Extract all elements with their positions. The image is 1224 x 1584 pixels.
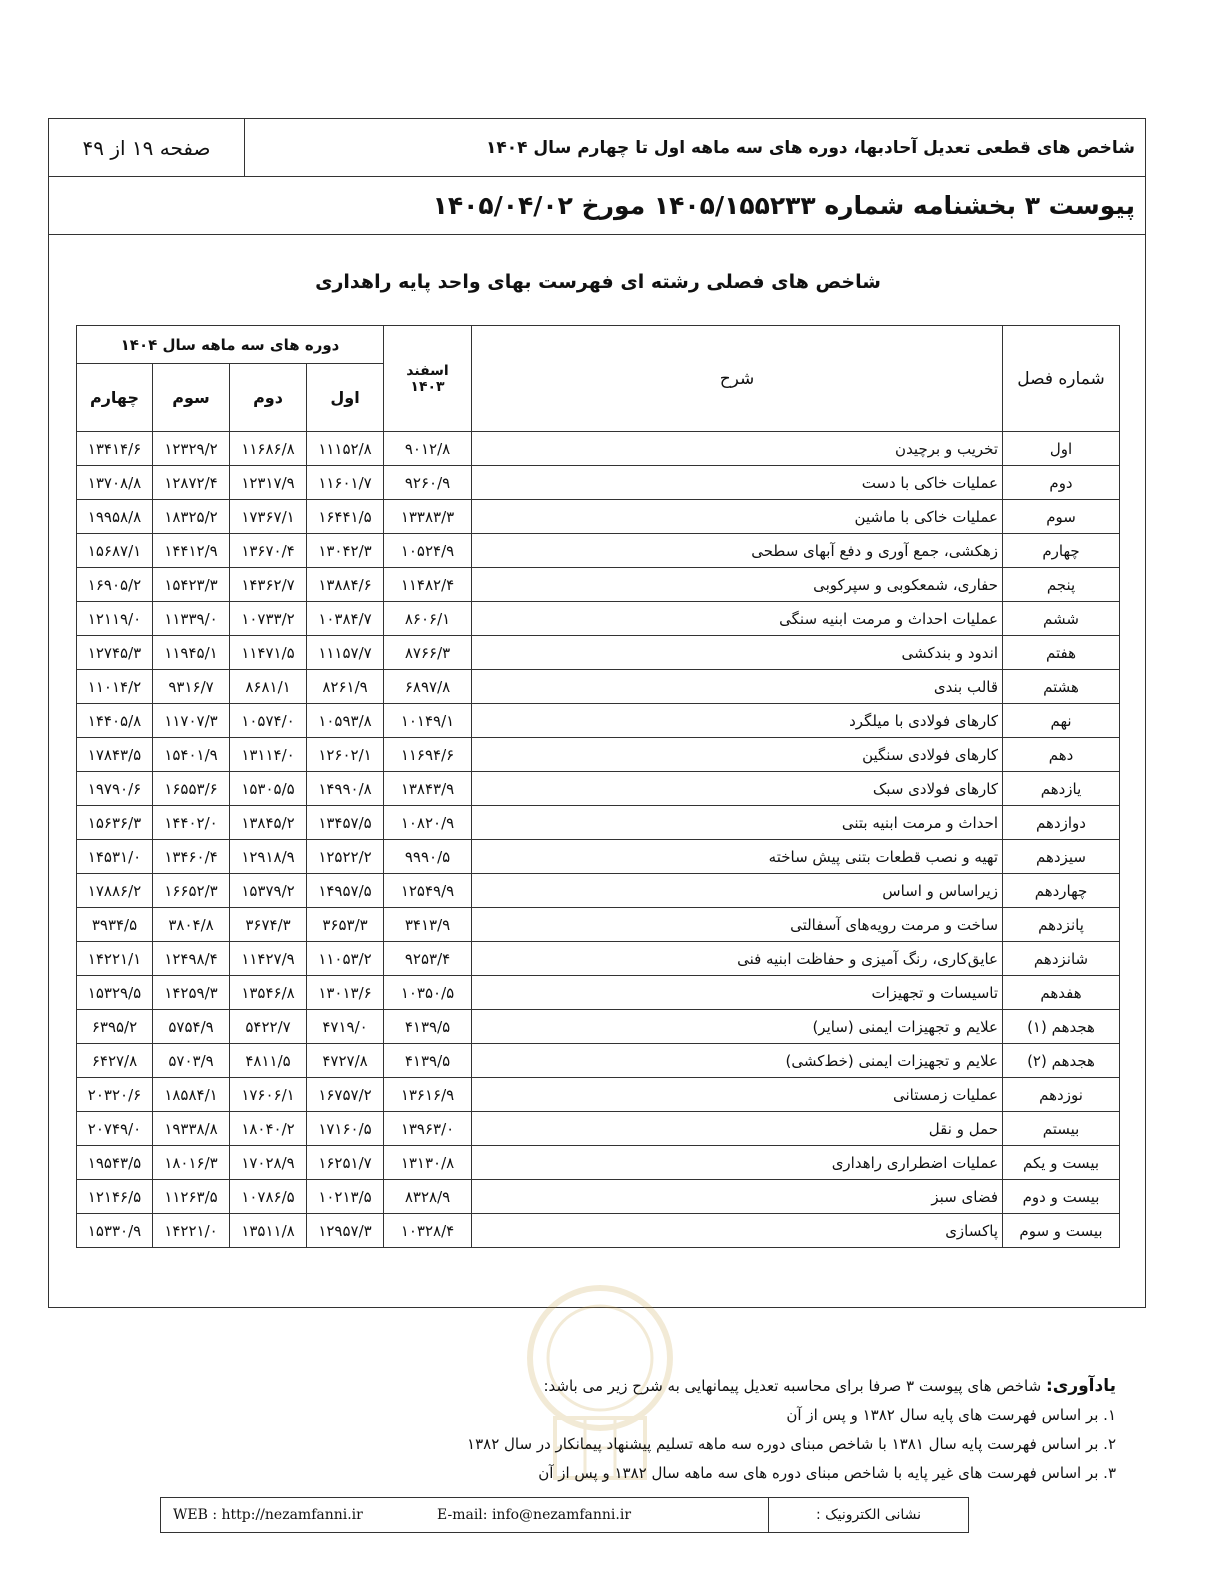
q1-cell: ۱۲۵۲۲/۲: [307, 840, 384, 874]
q3-cell: ۱۲۸۷۲/۴: [153, 466, 230, 500]
q1-cell: ۱۱۰۵۳/۲: [307, 942, 384, 976]
table-row: [77, 636, 1120, 670]
chapter-cell: نهم: [1003, 704, 1120, 738]
q2-cell: ۱۸۰۴۰/۲: [230, 1112, 307, 1146]
table-row: [77, 704, 1120, 738]
q3-cell: ۱۹۳۳۸/۸: [153, 1112, 230, 1146]
q3-cell: ۱۴۴۱۲/۹: [153, 534, 230, 568]
footer-label: نشانی الکترونیک :: [768, 1498, 968, 1532]
chapter-cell: چهارم: [1003, 534, 1120, 568]
chapter-cell: یازدهم: [1003, 772, 1120, 806]
table-row: [77, 500, 1120, 534]
q3-cell: ۳۸۰۴/۸: [153, 908, 230, 942]
esfand-cell: ۴۱۳۹/۵: [384, 1044, 472, 1078]
description-cell: فضای سبز: [472, 1180, 1003, 1214]
q2-cell: ۳۶۷۴/۳: [230, 908, 307, 942]
q1-cell: ۱۱۱۵۲/۸: [307, 432, 384, 466]
q1-cell: ۱۴۹۵۷/۵: [307, 874, 384, 908]
q2-cell: ۱۵۳۷۹/۲: [230, 874, 307, 908]
description-cell: علایم و تجهیزات ایمنی (سایر): [472, 1010, 1003, 1044]
table-row: [77, 568, 1120, 602]
document-title: شاخص های قطعی تعدیل آحادبها، دوره های سه ماهه اول تا چهارم سال ۱۴۰۴: [486, 137, 1135, 158]
q4-header: چهارم: [77, 364, 153, 432]
table-row: [77, 908, 1120, 942]
table-body: [77, 432, 1120, 1248]
chapter-cell: هفدهم: [1003, 976, 1120, 1010]
q1-cell: ۱۳۰۱۳/۶: [307, 976, 384, 1010]
esfand-cell: ۱۳۳۸۳/۳: [384, 500, 472, 534]
footer-email[interactable]: E-mail: info@nezamfanni.ir: [437, 1507, 632, 1523]
description-cell: کارهای فولادی با میلگرد: [472, 704, 1003, 738]
esfand-cell: ۹۲۶۰/۹: [384, 466, 472, 500]
q4-cell: ۱۲۱۱۹/۰: [77, 602, 153, 636]
q3-cell: ۱۴۲۵۹/۳: [153, 976, 230, 1010]
q1-cell: ۱۴۹۹۰/۸: [307, 772, 384, 806]
q1-cell: ۸۲۶۱/۹: [307, 670, 384, 704]
chapter-cell: شانزدهم: [1003, 942, 1120, 976]
footer: [160, 1497, 969, 1533]
q4-cell: ۲۰۷۴۹/۰: [77, 1112, 153, 1146]
q2-cell: ۱۷۰۲۸/۹: [230, 1146, 307, 1180]
quarters-group-header: دوره های سه ماهه سال ۱۴۰۴: [77, 326, 384, 364]
chapter-cell: چهاردهم: [1003, 874, 1120, 908]
q4-cell: ۲۰۳۲۰/۶: [77, 1078, 153, 1112]
q1-cell: ۱۶۲۵۱/۷: [307, 1146, 384, 1180]
description-cell: پاکسازی: [472, 1214, 1003, 1248]
chapter-cell: هجدهم (۲): [1003, 1044, 1120, 1078]
q1-header: اول: [307, 364, 384, 432]
description-cell: قالب بندی: [472, 670, 1003, 704]
note-item: ۳. بر اساس فهرست های غیر پایه با شاخص مبنای دوره های سه ماهه سال ۱۳۸۲ و پس از آن: [538, 1464, 1116, 1482]
q3-cell: ۱۱۳۳۹/۰: [153, 602, 230, 636]
q2-cell: ۱۱۶۸۶/۸: [230, 432, 307, 466]
q4-cell: ۱۳۷۰۸/۸: [77, 466, 153, 500]
q1-cell: ۱۳۴۵۷/۵: [307, 806, 384, 840]
q3-cell: ۵۷۰۳/۹: [153, 1044, 230, 1078]
q3-cell: ۱۸۰۱۶/۳: [153, 1146, 230, 1180]
q2-cell: ۵۴۲۲/۷: [230, 1010, 307, 1044]
table-row: [77, 1112, 1120, 1146]
esfand-cell: ۱۳۹۶۳/۰: [384, 1112, 472, 1146]
description-cell: عایق‌کاری، رنگ آمیزی و حفاظت ابنیه فنی: [472, 942, 1003, 976]
chapter-cell: بیست و دوم: [1003, 1180, 1120, 1214]
chapter-cell: پنجم: [1003, 568, 1120, 602]
circular-reference: پیوست ۳ بخشنامه شماره ۱۴۰۵/۱۵۵۲۳۳ مورخ ۱۴۰۵/۰۴/۰۲: [432, 191, 1135, 220]
chapter-cell: پانزدهم: [1003, 908, 1120, 942]
esfand-cell: ۸۳۲۸/۹: [384, 1180, 472, 1214]
esfand-cell: ۱۳۶۱۶/۹: [384, 1078, 472, 1112]
q1-cell: ۱۱۱۵۷/۷: [307, 636, 384, 670]
chapter-cell: هجدهم (۱): [1003, 1010, 1120, 1044]
table-row: [77, 772, 1120, 806]
esfand-cell: ۶۸۹۷/۸: [384, 670, 472, 704]
chapter-cell: اول: [1003, 432, 1120, 466]
esfand-cell: ۹۰۱۲/۸: [384, 432, 472, 466]
esfand-cell: ۱۳۸۴۳/۹: [384, 772, 472, 806]
q3-cell: ۱۶۶۵۲/۳: [153, 874, 230, 908]
esfand-cell: ۱۲۵۴۹/۹: [384, 874, 472, 908]
q4-cell: ۱۲۱۴۶/۵: [77, 1180, 153, 1214]
chapter-cell: هشتم: [1003, 670, 1120, 704]
q3-cell: ۱۱۷۰۷/۳: [153, 704, 230, 738]
q1-cell: ۱۲۹۵۷/۳: [307, 1214, 384, 1248]
q4-cell: ۱۶۹۰۵/۲: [77, 568, 153, 602]
description-cell: عملیات اضطراری راهداری: [472, 1146, 1003, 1180]
esfand-cell: ۱۱۶۹۴/۶: [384, 738, 472, 772]
table-row: [77, 874, 1120, 908]
q4-cell: ۱۴۴۰۵/۸: [77, 704, 153, 738]
q2-cell: ۱۱۴۲۷/۹: [230, 942, 307, 976]
description-cell: عملیات احداث و مرمت ابنیه سنگی: [472, 602, 1003, 636]
q4-cell: ۱۴۲۲۱/۱: [77, 942, 153, 976]
q2-header: دوم: [230, 364, 307, 432]
description-cell: زهکشی، جمع آوری و دفع آبهای سطحی: [472, 534, 1003, 568]
table-row: [77, 1180, 1120, 1214]
chapter-cell: هفتم: [1003, 636, 1120, 670]
q1-cell: ۴۷۲۷/۸: [307, 1044, 384, 1078]
esfand-cell: ۱۳۱۳۰/۸: [384, 1146, 472, 1180]
esfand-cell: ۴۱۳۹/۵: [384, 1010, 472, 1044]
q2-cell: ۱۴۳۶۲/۷: [230, 568, 307, 602]
esfand-cell: ۱۰۱۴۹/۱: [384, 704, 472, 738]
notes-lead: یادآوری:: [1045, 1376, 1116, 1396]
q1-cell: ۱۳۰۴۲/۳: [307, 534, 384, 568]
description-cell: عملیات خاکی با ماشین: [472, 500, 1003, 534]
note-item: ۱. بر اساس فهرست های پایه سال ۱۳۸۲ و پس از آن: [786, 1406, 1116, 1424]
q2-cell: ۱۷۶۰۶/۱: [230, 1078, 307, 1112]
table-row: [77, 466, 1120, 500]
description-cell: اندود و بندکشی: [472, 636, 1003, 670]
q4-cell: ۱۹۹۵۸/۸: [77, 500, 153, 534]
description-cell: تهیه و نصب قطعات بتنی پیش ساخته: [472, 840, 1003, 874]
chapter-cell: ششم: [1003, 602, 1120, 636]
q4-cell: ۶۳۹۵/۲: [77, 1010, 153, 1044]
description-cell: کارهای فولادی سبک: [472, 772, 1003, 806]
q3-cell: ۱۶۵۵۳/۶: [153, 772, 230, 806]
table-row: [77, 1010, 1120, 1044]
q2-cell: ۱۰۷۸۶/۵: [230, 1180, 307, 1214]
q2-cell: ۱۳۸۴۵/۲: [230, 806, 307, 840]
q2-cell: ۱۰۷۳۳/۲: [230, 602, 307, 636]
description-cell: کارهای فولادی سنگین: [472, 738, 1003, 772]
q1-cell: ۱۷۱۶۰/۵: [307, 1112, 384, 1146]
q3-cell: ۱۱۲۶۳/۵: [153, 1180, 230, 1214]
description-cell: تخریب و برچیدن: [472, 432, 1003, 466]
chapter-cell: دوازدهم: [1003, 806, 1120, 840]
q4-cell: ۳۹۳۴/۵: [77, 908, 153, 942]
table-row: [77, 806, 1120, 840]
q4-cell: ۱۵۳۲۹/۵: [77, 976, 153, 1010]
notes-section: [316, 1372, 1116, 1488]
table-row: [77, 738, 1120, 772]
table-title: شاخص های فصلی رشته ای فهرست بهای واحد پایه راهداری: [315, 271, 881, 293]
q1-cell: ۱۶۷۵۷/۲: [307, 1078, 384, 1112]
q4-cell: ۱۷۸۸۶/۲: [77, 874, 153, 908]
esfand-cell: ۸۷۶۶/۳: [384, 636, 472, 670]
q4-cell: ۶۴۲۷/۸: [77, 1044, 153, 1078]
q2-cell: ۱۳۶۷۰/۴: [230, 534, 307, 568]
q2-cell: ۱۳۵۴۶/۸: [230, 976, 307, 1010]
page-number: صفحه ۱۹ از ۴۹: [49, 119, 245, 176]
q2-cell: ۸۶۸۱/۱: [230, 670, 307, 704]
q1-cell: ۱۶۴۴۱/۵: [307, 500, 384, 534]
table-row: [77, 1214, 1120, 1248]
q3-cell: ۱۲۴۹۸/۴: [153, 942, 230, 976]
table-row: [77, 534, 1120, 568]
esfand-cell: ۹۹۹۰/۵: [384, 840, 472, 874]
q3-cell: ۱۴۴۰۲/۰: [153, 806, 230, 840]
description-cell: علایم و تجهیزات ایمنی (خط‌کشی): [472, 1044, 1003, 1078]
esfand-cell: ۱۰۸۲۰/۹: [384, 806, 472, 840]
description-cell: تاسیسات و تجهیزات: [472, 976, 1003, 1010]
table-row: [77, 942, 1120, 976]
chapter-cell: دوم: [1003, 466, 1120, 500]
q4-cell: ۱۴۵۳۱/۰: [77, 840, 153, 874]
q3-header: سوم: [153, 364, 230, 432]
q1-cell: ۱۳۸۸۴/۶: [307, 568, 384, 602]
description-cell: احداث و مرمت ابنیه بتنی: [472, 806, 1003, 840]
q3-cell: ۱۵۴۰۱/۹: [153, 738, 230, 772]
chapter-cell: بیستم: [1003, 1112, 1120, 1146]
q2-cell: ۱۱۴۷۱/۵: [230, 636, 307, 670]
q3-cell: ۱۳۴۶۰/۴: [153, 840, 230, 874]
q2-cell: ۱۲۹۱۸/۹: [230, 840, 307, 874]
q2-cell: ۱۳۵۱۱/۸: [230, 1214, 307, 1248]
q4-cell: ۱۷۸۴۳/۵: [77, 738, 153, 772]
description-cell: حفاری، شمعکوبی و سپرکوبی: [472, 568, 1003, 602]
q1-cell: ۱۰۲۱۳/۵: [307, 1180, 384, 1214]
q1-cell: ۱۰۳۸۴/۷: [307, 602, 384, 636]
esfand-cell: ۸۶۰۶/۱: [384, 602, 472, 636]
q3-cell: ۱۸۳۲۵/۲: [153, 500, 230, 534]
q4-cell: ۱۱۰۱۴/۲: [77, 670, 153, 704]
esfand-cell: ۱۱۴۸۲/۴: [384, 568, 472, 602]
q4-cell: ۱۹۷۹۰/۶: [77, 772, 153, 806]
q2-cell: ۱۲۳۱۷/۹: [230, 466, 307, 500]
table-row: [77, 602, 1120, 636]
q3-cell: ۹۳۱۶/۷: [153, 670, 230, 704]
table-row: [77, 1044, 1120, 1078]
description-cell: عملیات زمستانی: [472, 1078, 1003, 1112]
description-cell: ساخت و مرمت رویه‌های آسفالتی: [472, 908, 1003, 942]
q3-cell: ۵۷۵۴/۹: [153, 1010, 230, 1044]
q3-cell: ۱۱۹۴۵/۱: [153, 636, 230, 670]
q2-cell: ۱۳۱۱۴/۰: [230, 738, 307, 772]
q1-cell: ۱۲۶۰۲/۱: [307, 738, 384, 772]
esfand-cell: ۱۰۳۲۸/۴: [384, 1214, 472, 1248]
footer-web-link[interactable]: WEB : http://nezamfanni.ir: [173, 1507, 363, 1523]
chapter-cell: دهم: [1003, 738, 1120, 772]
q2-cell: ۱۰۵۷۴/۰: [230, 704, 307, 738]
q2-cell: ۱۷۳۶۷/۱: [230, 500, 307, 534]
table-row: [77, 670, 1120, 704]
esfand-cell: ۱۰۳۵۰/۵: [384, 976, 472, 1010]
q4-cell: ۱۲۷۴۵/۳: [77, 636, 153, 670]
q3-cell: ۱۲۳۲۹/۲: [153, 432, 230, 466]
note-item: ۲. بر اساس فهرست پایه سال ۱۳۸۱ با شاخص مبنای دوره سه ماهه تسلیم پیشنهاد پیمانکار در سال ۱۳۸۲: [467, 1435, 1116, 1453]
q3-cell: ۱۴۲۲۱/۰: [153, 1214, 230, 1248]
esfand-cell: ۳۴۱۳/۹: [384, 908, 472, 942]
q1-cell: ۴۷۱۹/۰: [307, 1010, 384, 1044]
chapter-cell: نوزدهم: [1003, 1078, 1120, 1112]
table-row: [77, 976, 1120, 1010]
chapter-header: شماره فصل: [1003, 326, 1120, 432]
header-row: [49, 119, 1145, 177]
q1-cell: ۱۱۶۰۱/۷: [307, 466, 384, 500]
q1-cell: ۳۶۵۳/۳: [307, 908, 384, 942]
table-row: [77, 1078, 1120, 1112]
table-row: [77, 432, 1120, 466]
description-cell: عملیات خاکی با دست: [472, 466, 1003, 500]
esfand-cell: ۱۰۵۲۴/۹: [384, 534, 472, 568]
chapter-cell: سوم: [1003, 500, 1120, 534]
q2-cell: ۱۵۳۰۵/۵: [230, 772, 307, 806]
q4-cell: ۱۹۵۴۳/۵: [77, 1146, 153, 1180]
q4-cell: ۱۵۶۳۶/۳: [77, 806, 153, 840]
q3-cell: ۱۵۴۲۳/۳: [153, 568, 230, 602]
esfand-cell: ۹۲۵۳/۴: [384, 942, 472, 976]
table-row: [77, 1146, 1120, 1180]
q4-cell: ۱۵۶۸۷/۱: [77, 534, 153, 568]
index-table: [76, 325, 1120, 1248]
description-cell: حمل و نقل: [472, 1112, 1003, 1146]
q4-cell: ۱۳۴۱۴/۶: [77, 432, 153, 466]
q1-cell: ۱۰۵۹۳/۸: [307, 704, 384, 738]
q4-cell: ۱۵۳۳۰/۹: [77, 1214, 153, 1248]
table-row: [77, 840, 1120, 874]
chapter-cell: سیزدهم: [1003, 840, 1120, 874]
q2-cell: ۴۸۱۱/۵: [230, 1044, 307, 1078]
chapter-cell: بیست و سوم: [1003, 1214, 1120, 1248]
q3-cell: ۱۸۵۸۴/۱: [153, 1078, 230, 1112]
esfand-header: اسفند ۱۴۰۳: [384, 326, 472, 432]
notes-intro: شاخص های پیوست ۳ صرفا برای محاسبه تعدیل پیمانهایی به شرح زیر می باشد:: [543, 1377, 1046, 1395]
chapter-cell: بیست و یکم: [1003, 1146, 1120, 1180]
subheader-row: [49, 177, 1145, 235]
description-header: شرح: [472, 326, 1003, 432]
description-cell: زیراساس و اساس: [472, 874, 1003, 908]
